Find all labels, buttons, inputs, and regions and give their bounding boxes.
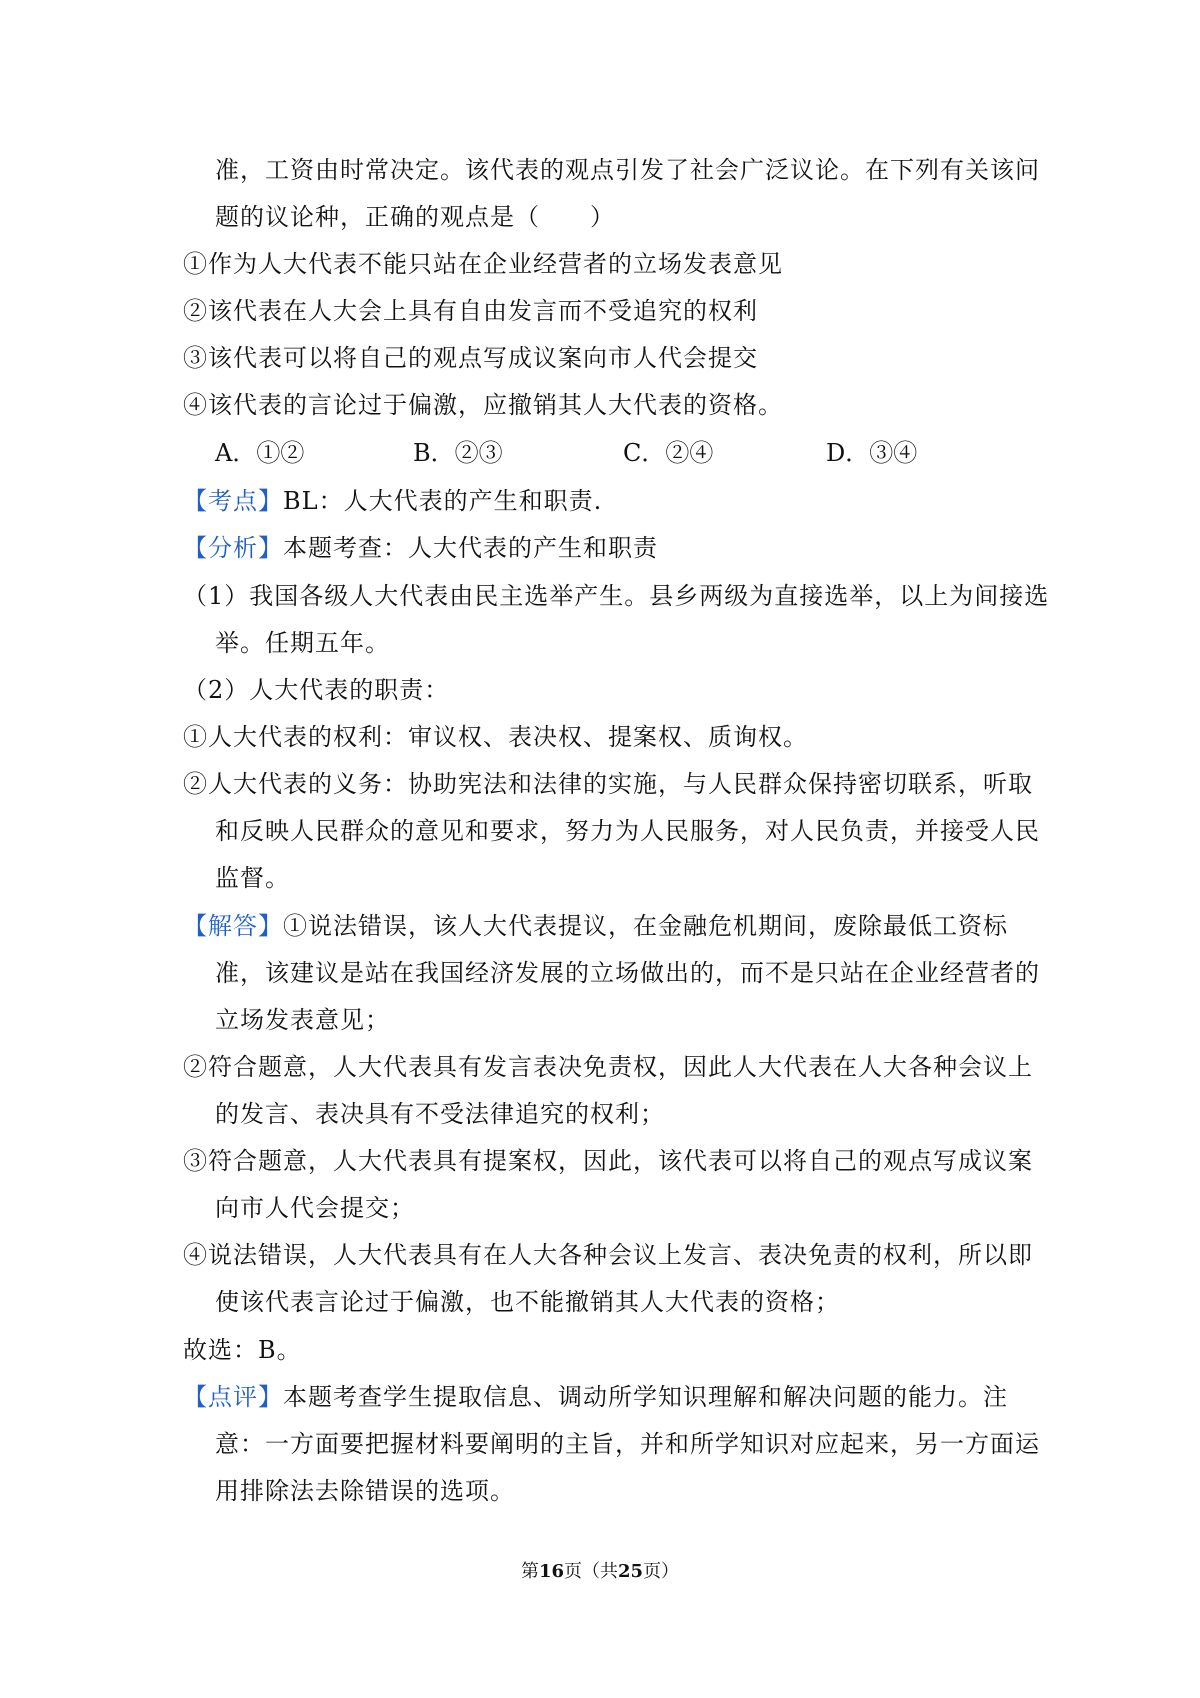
dianping-line: 用排除法去除错误的选项。	[215, 1477, 515, 1505]
fenxi-line: 和反映人民群众的意见和要求，努力为人民服务，对人民负责，并接受人民	[215, 817, 1040, 845]
jieda-line: 使该代表言论过于偏激，也不能撤销其人大代表的资格；	[215, 1288, 840, 1316]
jieda-tag: 【解答】	[183, 912, 283, 940]
option-b: B．②③	[413, 439, 503, 467]
dianping-section	[183, 1381, 1008, 1413]
fenxi-text: 本题考查：人大代表的产生和职责	[283, 534, 658, 562]
jieda-line: ②符合题意，人大代表具有发言表决免责权，因此人大代表在人大各种会议上	[183, 1053, 1033, 1081]
answer-choice: 故选：B。	[183, 1336, 302, 1364]
jieda-first-line: ①说法错误，该人大代表提议，在金融危机期间，废除最低工资标	[283, 912, 1008, 940]
dianping-line: 意：一方面要把握材料要阐明的主旨，并和所学知识对应起来，另一方面运	[215, 1430, 1040, 1458]
statement-3: ③该代表可以将自己的观点写成议案向市人代会提交	[183, 344, 758, 372]
footer-page-number: 16	[538, 1561, 564, 1582]
page-footer	[0, 1560, 1200, 1584]
statement-1: ①作为人大代表不能只站在企业经营者的立场发表意见	[183, 250, 783, 278]
jieda-line: ③符合题意，人大代表具有提案权，因此，该代表可以将自己的观点写成议案	[183, 1147, 1033, 1175]
footer-mid: 页（共	[564, 1561, 618, 1582]
footer-prefix: 第	[520, 1561, 539, 1582]
option-a: A．①②	[215, 439, 305, 467]
jieda-line: 的发言、表决具有不受法律追究的权利；	[215, 1100, 665, 1128]
kaodian-section	[183, 485, 602, 517]
fenxi-line: ①人大代表的权利：审议权、表决权、提案权、质询权。	[183, 723, 808, 751]
fenxi-line: （2）人大代表的职责：	[183, 676, 450, 704]
question-stem-line: 准，工资由时常决定。该代表的观点引发了社会广泛议论。在下列有关该问	[215, 156, 1040, 184]
fenxi-line: （1）我国各级人大代表由民主选举产生。县乡两级为直接选举，以上为间接选	[183, 582, 1050, 610]
statement-4: ④该代表的言论过于偏激，应撤销其人大代表的资格。	[183, 391, 783, 419]
jieda-line: 立场发表意见；	[215, 1006, 390, 1034]
kaodian-tag: 【考点】	[183, 487, 283, 515]
jieda-line: 准，该建议是站在我国经济发展的立场做出的，而不是只站在企业经营者的	[215, 959, 1040, 987]
fenxi-line: 监督。	[215, 864, 290, 892]
footer-total-pages: 25	[618, 1561, 644, 1582]
dianping-first-line: 本题考查学生提取信息、调动所学知识理解和解决问题的能力。注	[283, 1383, 1008, 1411]
option-d: D．③④	[826, 439, 918, 467]
jieda-line: 向市人代会提交；	[215, 1194, 415, 1222]
fenxi-section	[183, 532, 658, 564]
kaodian-text: BL：人大代表的产生和职责.	[283, 487, 603, 515]
fenxi-line: 举。任期五年。	[215, 629, 390, 657]
dianping-tag: 【点评】	[183, 1383, 283, 1411]
option-c: C．②④	[623, 439, 714, 467]
jieda-line: ④说法错误，人大代表具有在人大各种会议上发言、表决免责的权利，所以即	[183, 1241, 1033, 1269]
fenxi-line: ②人大代表的义务：协助宪法和法律的实施，与人民群众保持密切联系，听取	[183, 770, 1033, 798]
jieda-section	[183, 910, 1008, 942]
statement-2: ②该代表在人大会上具有自由发言而不受追究的权利	[183, 297, 758, 325]
fenxi-tag: 【分析】	[183, 534, 283, 562]
footer-suffix: 页）	[643, 1561, 680, 1582]
question-stem-line: 题的议论种，正确的观点是（ ）	[215, 203, 615, 231]
